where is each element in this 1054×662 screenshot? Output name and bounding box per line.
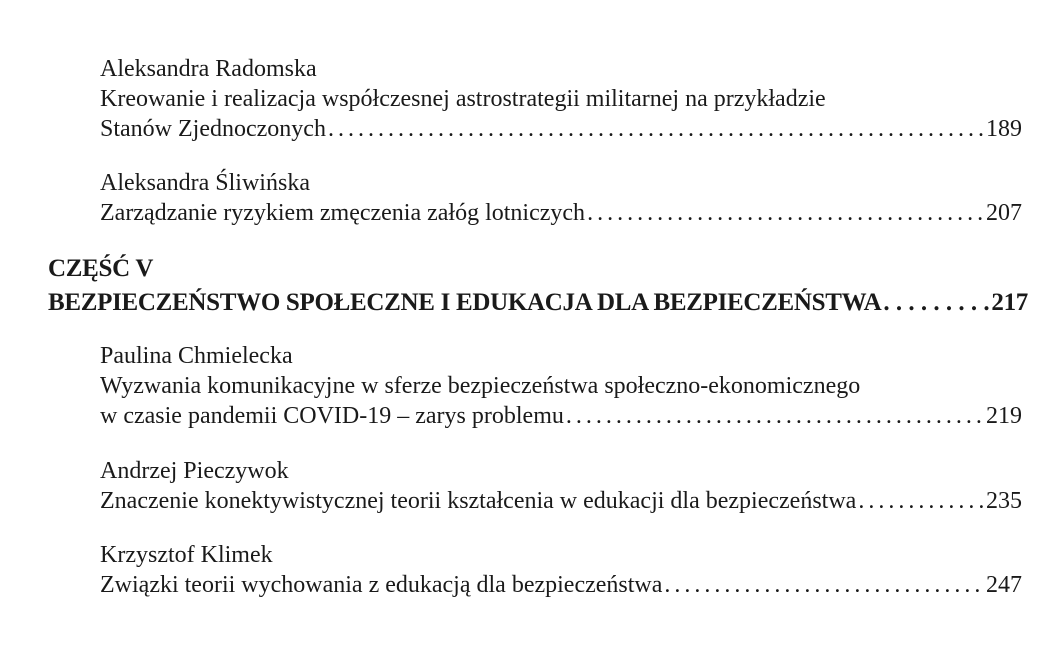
entry-author: Aleksandra Śliwińska [100,170,310,196]
toc-entry [100,341,1022,431]
dot-leader [883,286,989,320]
page-number: 235 [986,488,1022,514]
entry-title-line: Wyzwania komunikacyjne w sferze bezpieczeństwa społeczno-ekonomicznego [100,373,861,399]
entry-author: Aleksandra Radomska [100,56,317,82]
entry-author: Krzysztof Klimek [100,542,273,568]
part-title-row [48,286,1028,320]
toc-entry [100,54,1022,144]
entry-title-line: w czasie pandemii COVID-19 – zarys problemu [100,403,564,429]
toc-entry [100,168,1022,228]
entry-title-row [100,570,1022,600]
part-heading [48,252,1028,320]
entry-title-row [100,114,1022,144]
page-number: 219 [986,403,1022,429]
dot-leader [328,114,984,144]
entry-title-row [100,486,1022,516]
page-number: 217 [991,289,1028,316]
entry-author: Andrzej Pieczywok [100,458,289,484]
page-number: 247 [986,572,1022,598]
dot-leader [858,486,984,516]
entry-title-line: Kreowanie i realizacja współczesnej astrostrategii militarnej na przykładzie [100,86,826,112]
entry-title-line: Znaczenie konektywistycznej teorii kształcenia w edukacji dla bezpieczeństwa [100,488,857,514]
page-number: 207 [986,200,1022,226]
entry-title-row [100,401,1022,431]
entry-title-line: Zarządzanie ryzykiem zmęczenia załóg lotniczych [100,200,586,226]
dot-leader [566,401,984,431]
page-number: 189 [986,116,1022,142]
toc-entry [100,540,1022,600]
toc-entry [100,456,1022,516]
dot-leader [587,198,984,228]
entry-title-line: Stanów Zjednoczonych [100,116,326,142]
entry-title-line: Związki teorii wychowania z edukacją dla bezpieczeństwa [100,572,663,598]
entry-title-row [100,198,1022,228]
part-label: CZĘŚĆ V [48,255,154,282]
dot-leader [664,570,984,600]
part-title: BEZPIECZEŃSTWO SPOŁECZNE I EDUKACJA DLA BEZPIECZEŃSTWA [48,289,882,316]
entry-author: Paulina Chmielecka [100,343,293,369]
